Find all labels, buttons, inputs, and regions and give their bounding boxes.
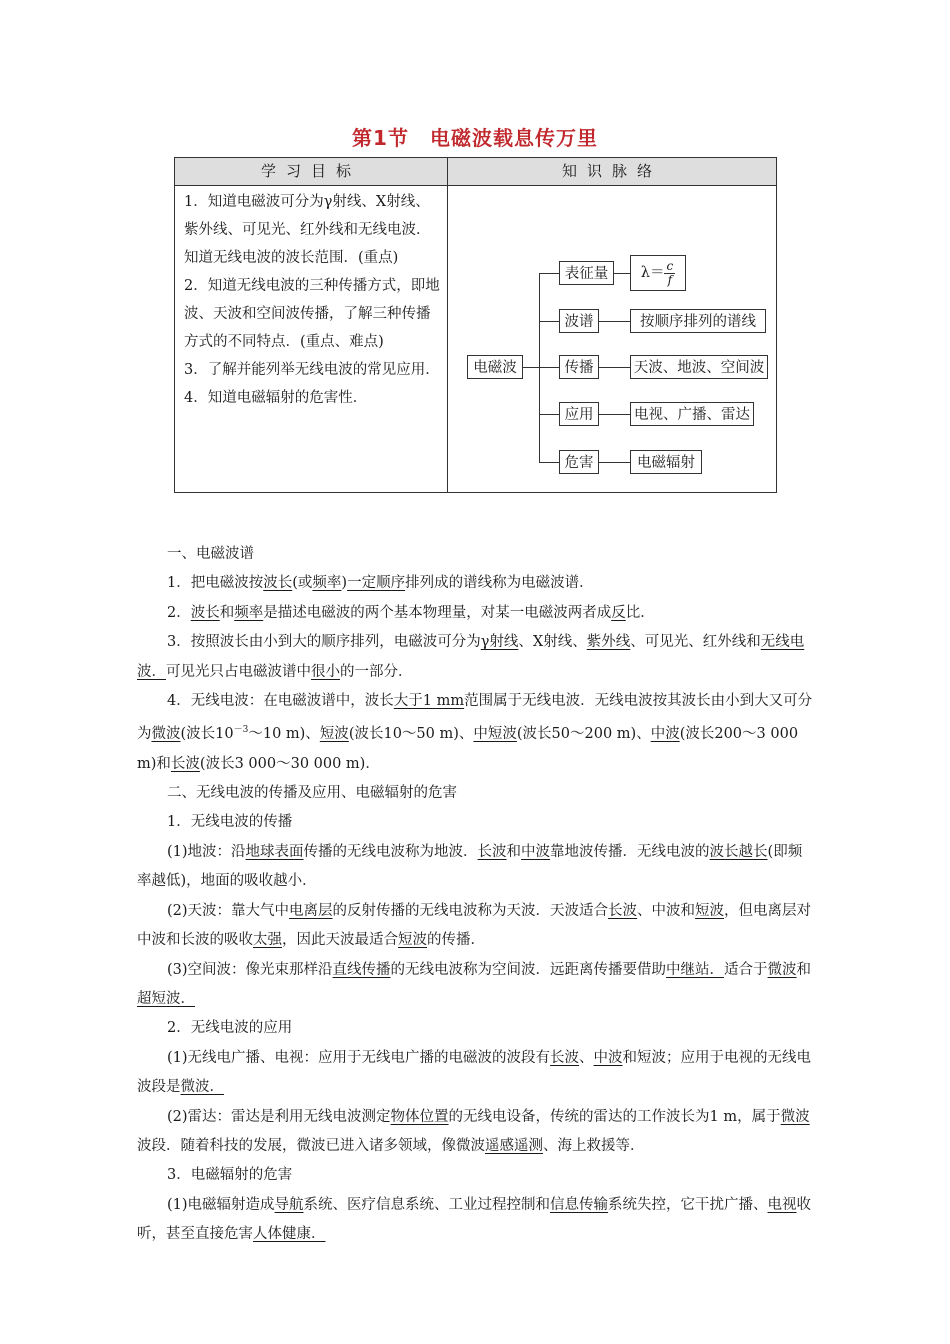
formula-box [630, 255, 686, 291]
paragraph: 2．波长和频率是描述电磁波的两个基本物理量，对某一电磁波两者成反比． [167, 604, 655, 621]
objectives-list [184, 188, 442, 412]
detail-connector [614, 273, 630, 274]
knowledge-diagram [449, 186, 776, 492]
subsection-heading: 1．无线电波的传播 [167, 814, 293, 831]
page-title: 第1节 电磁波载息传万里 [352, 126, 598, 150]
diagram-root: 电磁波 [467, 355, 523, 379]
branch-connector [539, 367, 559, 368]
objective-3: 3．了解并能列举无线电波的常见应用． [184, 362, 440, 378]
branch-detail-2: 按顺序排列的谱线 [630, 309, 766, 333]
detail-connector [599, 414, 630, 415]
root-connector [523, 367, 539, 368]
objectives-table [174, 157, 777, 493]
paragraph: 4．无线电波：在电磁波谱中，波长大于1 mm范围属于无线电波．无线电波按其波长由小到大又可分为微波(波长$10^{-3}\sim 10$ m)、短波(波长10～50 m)、中短波(波长50～200 m)、中波(波长200～3 000 m)和长波(波长3 000～30 000 m)． [137, 693, 813, 772]
branch-label-1: 表征量 [559, 261, 614, 285]
branch-label-5: 危害 [559, 450, 599, 474]
branch-connector [539, 273, 559, 274]
section-heading-2: 二、无线电波的传播及应用、电磁辐射的危害 [167, 785, 457, 802]
branch-label-3: 传播 [559, 355, 599, 379]
formula-lambda: λ＝ [640, 265, 665, 281]
paragraph: (2)雷达：雷达是利用无线电波测定物体位置的无线电设备，传统的雷达的工作波长为1 m，属于微波波段．随着科技的发展，微波已进入诸多领域，像微波遥感遥测、海上救援等． [137, 1108, 810, 1154]
branch-label-4: 应用 [559, 402, 599, 426]
branch-detail-3: 天波、地波、空间波 [630, 355, 768, 379]
paragraph: 1．把电磁波按波长(或频率)一定顺序排列成的谱线称为电磁波谱． [167, 575, 594, 592]
paragraph: (1)地波：沿地球表面传播的无线电波称为地波．长波和中波靠地波传播．无线电波的波长越长(即频率越低)，地面的吸收越小． [137, 843, 803, 890]
branch-detail-4: 电视、广播、雷达 [630, 402, 754, 426]
paragraph: (1)电磁辐射造成导航系统、医疗信息系统、工业过程控制和信息传输系统失控，它干扰广播、电视收听，甚至直接危害人体健康． [137, 1196, 812, 1243]
branch-connector [539, 462, 559, 463]
branch-detail-5: 电磁辐射 [630, 450, 702, 474]
objective-4: 4．知道电磁辐射的危害性． [184, 390, 368, 406]
branch-label-2: 波谱 [559, 309, 599, 333]
paragraph: (3)空间波：像光束那样沿直线传播的无线电波称为空间波．远距离传播要借助中继站．适合于微波和超短波． [137, 961, 812, 1007]
paragraph: (2)天波：靠大气中电离层的反射传播的无线电波称为天波．天波适合长波、中波和短波，但电离层对中波和长波的吸收太强，因此天波最适合短波的传播． [137, 902, 812, 949]
formula-fraction: $\frac{c}{f}$ [666, 258, 674, 287]
objective-2: 2．知道无线电波的三种传播方式，即地波、天波和空间波传播，了解三种传播方式的不同特点．(重点、难点) [184, 278, 440, 350]
detail-connector [599, 462, 630, 463]
subsection-heading: 2．无线电波的应用 [167, 1020, 293, 1037]
subsection-heading: 3．电磁辐射的危害 [167, 1167, 293, 1184]
paragraph: 3．按照波长由小到大的顺序排列，电磁波可分为γ射线、X射线、紫外线、可见光、红外线和无线电波．可见光只占电磁波谱中很小的一部分． [137, 634, 805, 680]
branch-connector [539, 414, 559, 415]
paragraph: (1)无线电广播、电视：应用于无线电广播的电磁波的波段有长波、中波和短波；应用于电视的无线电波段是微波． [137, 1049, 812, 1096]
trunk-line [539, 273, 540, 463]
detail-connector [599, 367, 630, 368]
main-content [137, 540, 813, 1250]
section-heading-1: 一、电磁波谱 [167, 546, 254, 562]
table-header-row [175, 158, 776, 186]
branch-connector [539, 321, 559, 322]
detail-connector [599, 321, 630, 322]
knowledge-map-header: 知识脉络 [561, 162, 662, 180]
objective-1: 1．知道电磁波可分为γ射线、X射线、紫外线、可见光、红外线和无线电波．知道无线电波的波长范围．(重点) [184, 194, 431, 266]
column-divider [447, 158, 448, 492]
learning-goals-header: 学习目标 [260, 162, 361, 180]
